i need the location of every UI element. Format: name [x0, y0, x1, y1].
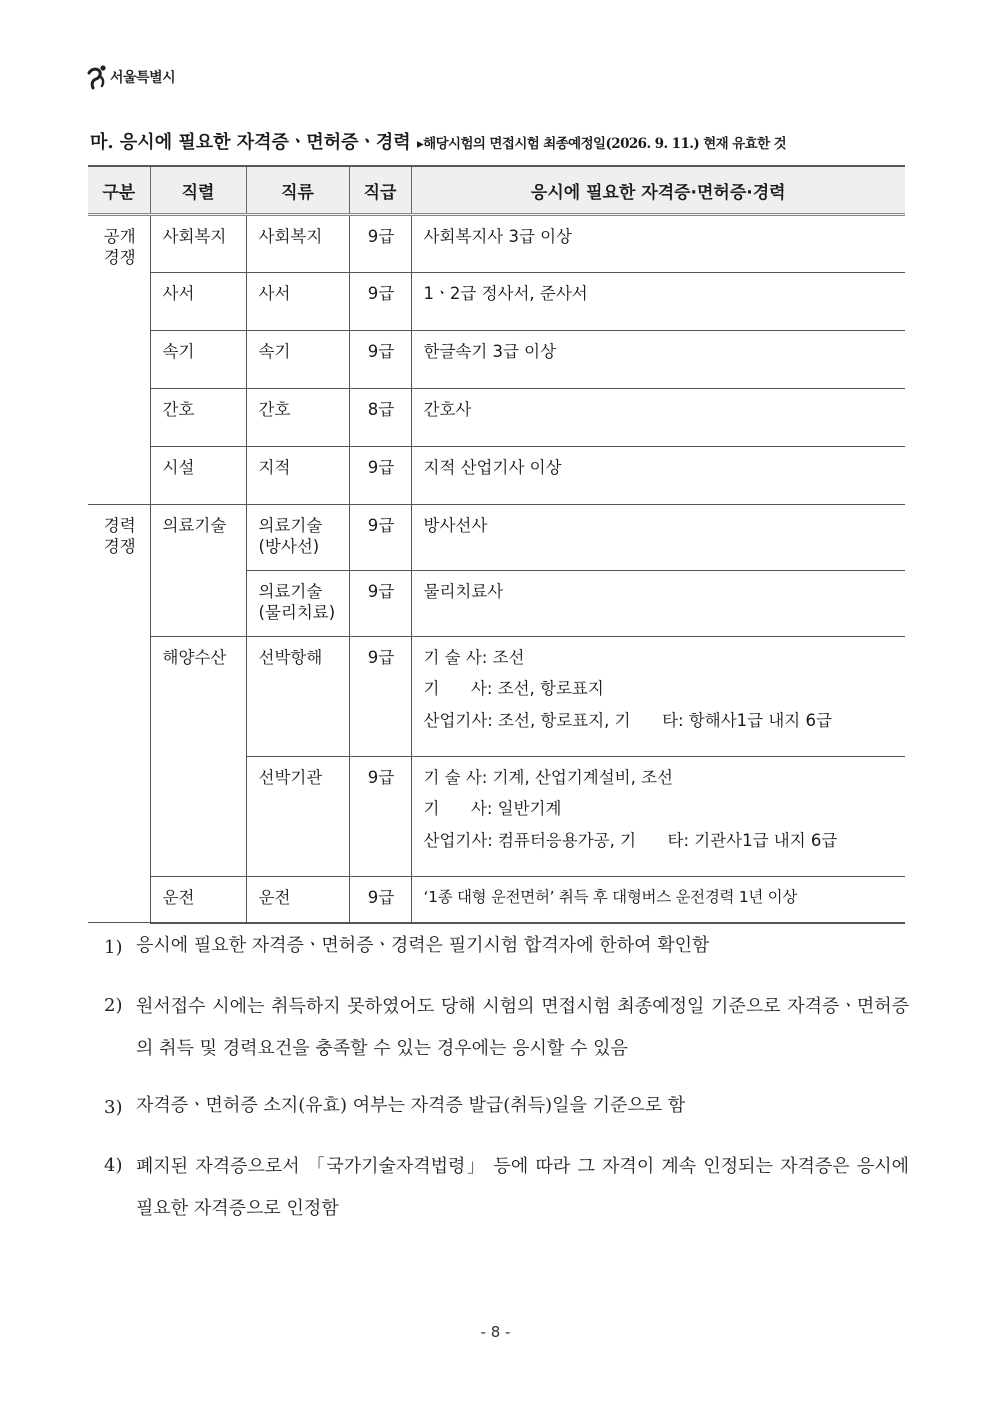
note-item	[104, 986, 909, 1070]
qualification-table	[88, 165, 905, 924]
note-number: 3)	[104, 1097, 123, 1118]
note-text: 폐지된 자격증으로서 「국가기술자격법령」 등에 따라 그 자격이 계속 인정되는 자격증은 응시에 필요한 자격증으로 인정함	[136, 1156, 909, 1219]
cell-series: 시설	[150, 447, 246, 505]
seoul-logo-icon	[86, 64, 108, 90]
header-requirement: 응시에 필요한 자격증·면허증·경력	[411, 166, 905, 215]
cell-class: 사서	[246, 273, 349, 331]
cell-requirement	[411, 215, 905, 273]
cell-class: 사회복지	[246, 215, 349, 273]
cell-class: 의료기술 (방사선)	[246, 505, 349, 571]
cell-requirement	[411, 877, 905, 923]
cell-grade: 9급	[349, 637, 411, 757]
header-gubun: 구분	[88, 166, 150, 215]
cell-requirement	[411, 757, 905, 877]
cell-series: 사서	[150, 273, 246, 331]
req-line: 산업기사: 컴퓨터응용가공, 기 타: 기관사1급 내지 6급	[423, 830, 838, 850]
req-line: 한글속기 3급 이상	[423, 342, 557, 361]
group-label-open: 공개 경쟁	[88, 215, 150, 505]
table-row	[88, 273, 905, 331]
note-number: 1)	[104, 937, 123, 958]
notes-list	[104, 928, 909, 1248]
cell-grade: 9급	[349, 273, 411, 331]
table-row	[88, 389, 905, 447]
header-series: 직렬	[150, 166, 246, 215]
cell-grade: 9급	[349, 215, 411, 273]
cell-requirement	[411, 389, 905, 447]
req-line: 기 사: 일반기계	[423, 799, 562, 819]
req-line: 물리치료사	[423, 582, 504, 601]
cell-requirement	[411, 273, 905, 331]
cell-class: 속기	[246, 331, 349, 389]
cell-class: 의료기술 (물리치료)	[246, 571, 349, 637]
header-grade: 직급	[349, 166, 411, 215]
cell-requirement	[411, 637, 905, 757]
table-row	[88, 447, 905, 505]
cell-requirement	[411, 505, 905, 571]
cell-grade: 9급	[349, 505, 411, 571]
cell-grade: 9급	[349, 571, 411, 637]
note-number: 2)	[104, 995, 123, 1016]
req-line: 기 술 사: 기계, 산업기계설비, 조선	[423, 768, 673, 787]
cell-grade: 9급	[349, 447, 411, 505]
logo-text: 서울특별시	[110, 70, 176, 86]
note-text: 응시에 필요한 자격증ㆍ면허증ㆍ경력은 필기시험 합격자에 한하여 확인함	[136, 935, 710, 956]
cell-class: 선박항해	[246, 637, 349, 757]
cell-requirement	[411, 447, 905, 505]
cell-class: 선박기관	[246, 757, 349, 877]
note-item	[104, 928, 909, 968]
req-line: ‘1종 대형 운전면허’ 취득 후 대형버스 운전경력 1년 이상	[423, 888, 798, 906]
cell-requirement	[411, 331, 905, 389]
cell-series: 의료기술	[150, 505, 246, 637]
req-line: 지적 산업기사 이상	[423, 458, 562, 477]
cell-class: 지적	[246, 447, 349, 505]
cell-series: 속기	[150, 331, 246, 389]
table-row	[88, 637, 905, 757]
group-label-career: 경력 경쟁	[88, 505, 150, 923]
note-text: 원서접수 시에는 취득하지 못하였어도 당해 시험의 면접시험 최종예정일 기준으로 자격증ㆍ면허증의 취득 및 경력요건을 충족할 수 있는 경우에는 응시할 수 있음	[136, 996, 909, 1059]
cell-series: 해양수산	[150, 637, 246, 877]
req-line: 1ㆍ2급 정사서, 준사서	[423, 284, 588, 303]
cell-series: 운전	[150, 877, 246, 923]
header-class: 직류	[246, 166, 349, 215]
table-row	[88, 877, 905, 923]
req-line: 사회복지사 3급 이상	[423, 227, 572, 246]
note-item	[104, 1088, 909, 1128]
cell-requirement	[411, 571, 905, 637]
page-number: - 8 -	[480, 1323, 511, 1341]
req-line: 산업기사: 조선, 항로표지, 기 타: 항해사1급 내지 6급	[423, 710, 832, 730]
table-row	[88, 215, 905, 273]
req-line: 간호사	[423, 400, 472, 419]
cell-class: 운전	[246, 877, 349, 923]
section-title	[90, 128, 920, 154]
req-line: 기 술 사: 조선	[423, 648, 525, 667]
cell-series: 간호	[150, 389, 246, 447]
req-line: 기 사: 조선, 항로표지	[423, 679, 604, 699]
cell-grade: 9급	[349, 331, 411, 389]
section-title-text: 마. 응시에 필요한 자격증ㆍ면허증ㆍ경력	[90, 132, 411, 153]
table-row	[88, 505, 905, 571]
table-row	[88, 331, 905, 389]
note-text: 자격증ㆍ면허증 소지(유효) 여부는 자격증 발급(취득)일을 기준으로 함	[136, 1095, 686, 1116]
cell-grade: 9급	[349, 757, 411, 877]
header-logo	[86, 62, 175, 92]
cell-series: 사회복지	[150, 215, 246, 273]
cell-class: 간호	[246, 389, 349, 447]
section-subtitle: ▸해당시험의 면접시험 최종예정일(2026. 9. 11.) 현재 유효한 것	[416, 136, 787, 152]
note-number: 4)	[104, 1155, 123, 1176]
note-item	[104, 1146, 909, 1230]
table-header-row	[88, 166, 905, 215]
cell-grade: 8급	[349, 389, 411, 447]
cell-grade: 9급	[349, 877, 411, 923]
req-line: 방사선사	[423, 516, 488, 535]
